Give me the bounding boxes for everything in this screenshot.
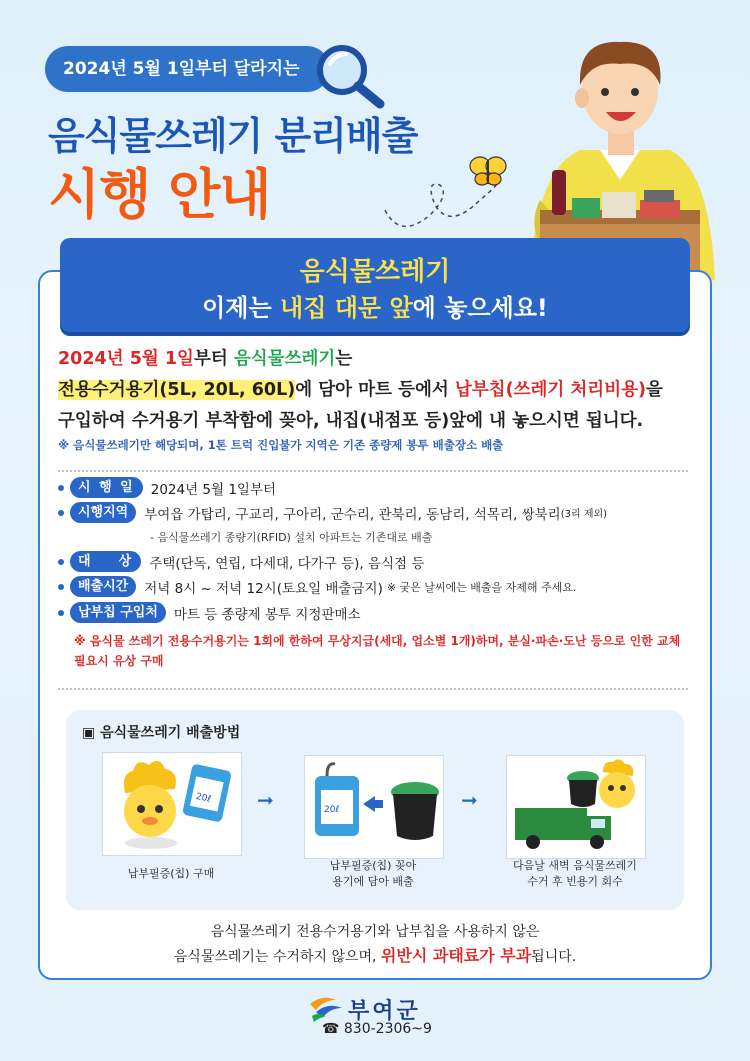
org-name: 부여군 <box>348 999 421 1024</box>
bullet-dot <box>58 584 64 590</box>
date-pill: 2024년 5월 1일부터 달라지는 <box>45 46 330 92</box>
free-container-note: ※ 음식물 쓰레기 전용수거용기는 1회에 한하여 무상지급(세대, 업소별 1개)하며, 분실·파손·도난 등으로 인한 교체 필요시 유상 구매 <box>74 634 681 668</box>
buyeo-logo-icon <box>306 994 346 1024</box>
detail-text: 저녁 8시 ~ 저녁 12시(토요일 배출금지) <box>144 580 383 597</box>
penalty-text: 위반시 과태료가 부과 <box>380 946 532 965</box>
method-title: ▣ 음식물쓰레기 배출방법 <box>82 725 241 741</box>
banner-subtitle: 이제는 내집 대문 앞에 놓으세요! <box>202 294 548 322</box>
detail-tag: 배출시간 <box>70 576 136 597</box>
step2-caption: 납부필증(칩) 꽂아 용기에 담아 배출 <box>329 859 417 888</box>
bullet-dot <box>58 510 64 516</box>
detail-text: 주택(단독, 연립, 다세대, 다가구 등), 음식점 등 <box>149 555 425 572</box>
arrow-right-icon: ➞ <box>257 788 274 812</box>
step1-caption: 납부필증(칩) 구매 <box>127 867 215 880</box>
detail-tag: 납부칩 구입처 <box>70 602 166 623</box>
detail-small: (3리 제외) <box>560 509 608 520</box>
detail-row-purchase <box>58 602 361 623</box>
butterfly-icon <box>468 154 508 188</box>
banner-highlight: 내집 대문 앞 <box>280 294 413 322</box>
bullet-dot <box>58 559 64 565</box>
intro-fee: 납부칩(쓰레기 처리비용) <box>454 380 647 400</box>
step3-image <box>506 755 646 859</box>
chip-container-illustration <box>305 756 443 858</box>
mascot-chip-illustration <box>103 753 241 855</box>
arrow-right-icon: ➞ <box>461 788 478 812</box>
detail-text: 2024년 5월 1일부터 <box>150 481 277 498</box>
intro-date: 2024년 5월 1일 <box>58 349 194 369</box>
intro-note: ※ 음식물쓰레기만 해당되며, 1톤 트럭 진입불가 지역은 기존 종량제 봉투 배출장소 배출 <box>58 438 504 452</box>
title-line2: 시행 안내 <box>48 163 271 226</box>
magnifier-icon <box>312 40 386 110</box>
banner-title: 음식물쓰레기 <box>299 257 451 287</box>
org-phone: ☎ 830-2306~9 <box>322 1021 432 1037</box>
step3-caption: 다음날 새벽 음식물쓰레기 수거 후 빈용기 회수 <box>513 859 637 888</box>
detail-tag: 시행지역 <box>70 502 136 523</box>
detail-tag: 대 상 <box>70 551 141 572</box>
detail-row-date <box>58 477 276 498</box>
detail-row-target <box>58 551 424 572</box>
bullet-dot <box>58 485 64 491</box>
bullet-dot <box>58 610 64 616</box>
intro-text: 2024년 5월 1일부터 음식물쓰레기는 전용수거용기(5L, 20L, 60L)에 담아 마트 등에서 납부칩(쓰레기 처리비용)을 구입하여 수거용기 부착함에 꽂아, 내집(내점포 등)앞에 내 놓으시면 됩니다. <box>58 344 698 437</box>
detail-row-area <box>58 502 607 523</box>
detail-text: 마트 등 종량제 봉투 지정판매소 <box>173 606 361 623</box>
intro-food: 음식물쓰레기 <box>233 349 336 369</box>
step2-image <box>304 755 444 859</box>
divider <box>58 470 688 472</box>
svg-text:20ℓ: 20ℓ <box>324 805 340 815</box>
step1-image <box>102 752 242 856</box>
divider <box>58 688 688 690</box>
title-line1: 음식물쓰레기 분리배출 <box>48 114 418 158</box>
rfid-note: - 음식물쓰레기 종량기(RFID) 설치 아파트는 기존대로 배출 <box>150 531 433 544</box>
detail-tag: 시 행 일 <box>70 477 143 498</box>
truck-collection-illustration <box>507 756 645 858</box>
intro-container: 전용수거용기(5L, 20L, 60L) <box>58 380 296 400</box>
detail-small: ※ 궂은 날씨에는 배출을 자제해 주세요. <box>386 580 577 594</box>
intro-line3: 구입하여 수거용기 부착함에 꽂아, 내집(내점포 등)앞에 내 놓으시면 됩니다. <box>58 411 644 431</box>
svg-text:20ℓ: 20ℓ <box>194 791 212 805</box>
detail-row-time <box>58 576 576 597</box>
detail-text: 부여읍 가탑리, 구교리, 구아리, 군수리, 관북리, 동남리, 석목리, 쌍북리 <box>144 506 561 523</box>
footer-warning: 음식물쓰레기 전용수거용기와 납부칩을 사용하지 않은 음식물쓰레기는 수거하지 않으며, 위반시 과태료가 부과됩니다. <box>173 924 577 965</box>
